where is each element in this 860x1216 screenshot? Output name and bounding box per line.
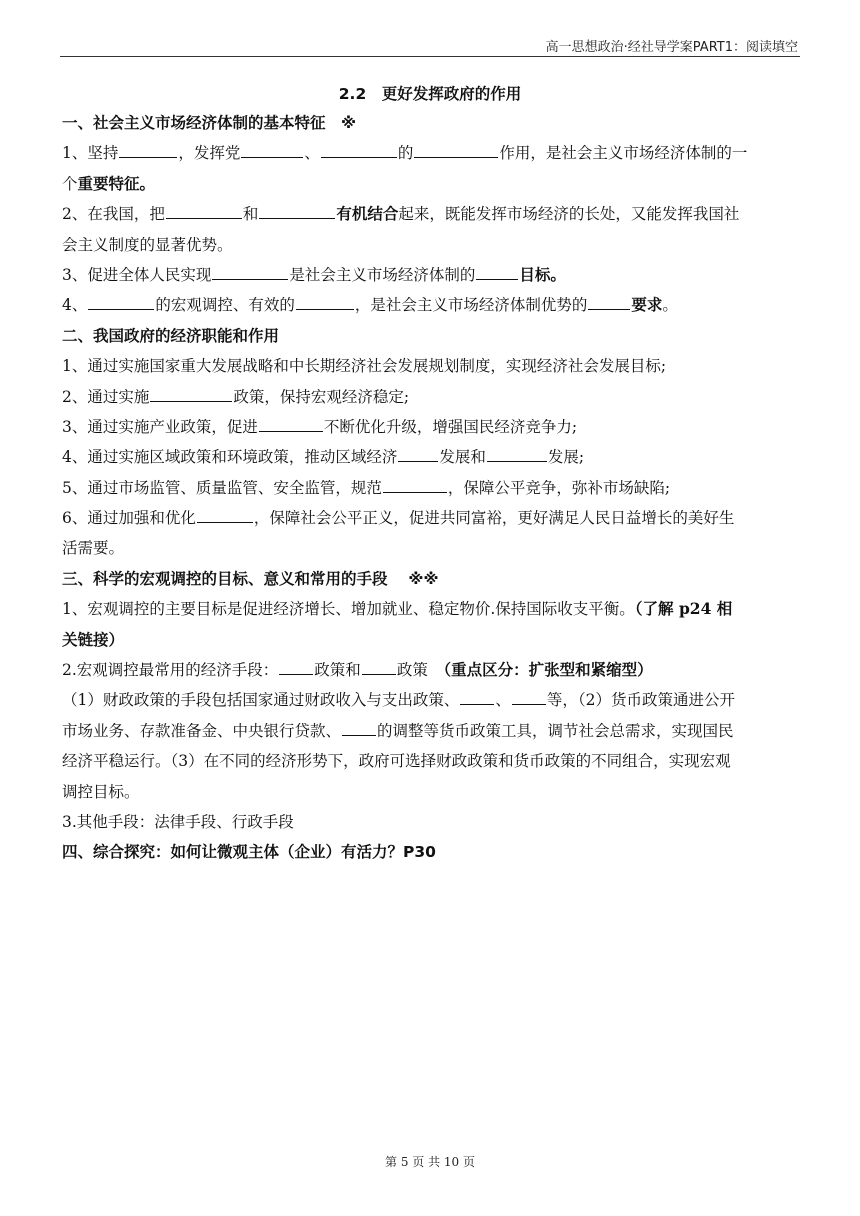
text: 发展和 <box>439 448 486 467</box>
fill-blank[interactable] <box>342 720 376 736</box>
s2-item-6-line-1 <box>62 503 802 533</box>
text: 2.宏观调控最常用的经济手段： <box>62 661 279 680</box>
fill-blank[interactable] <box>588 294 630 310</box>
bold-text: 重要特征。 <box>77 173 156 193</box>
fill-blank[interactable] <box>321 142 397 158</box>
s3-para-line-1 <box>62 685 802 715</box>
text: ，发挥党 <box>178 144 241 163</box>
fill-blank[interactable] <box>460 689 494 705</box>
s3-para-line-2 <box>62 716 802 746</box>
fill-blank[interactable] <box>398 446 438 462</box>
text: 个 <box>62 174 78 193</box>
fill-blank[interactable] <box>279 659 313 675</box>
text: 、 <box>304 144 320 163</box>
section-1-heading: 一、社会主义市场经济体制的基本特征 ※ <box>62 114 357 132</box>
bold-text: （重点区分：扩张型和紧缩型） <box>443 660 653 680</box>
s2-item-4 <box>62 442 802 472</box>
text: 1、坚持 <box>62 144 119 163</box>
s1-item-2-line-2: 会主义制度的显著优势。 <box>62 235 233 254</box>
s2-item-6-line-2: 活需要。 <box>62 539 125 558</box>
text: 和 <box>242 205 259 224</box>
page-footer: 第 5 页 共 10 页 <box>385 1155 475 1169</box>
bold-text: 目标。 <box>519 264 566 284</box>
fill-blank[interactable] <box>166 203 242 219</box>
text: （1）财政政策的手段包括国家通过财政收入与支出政策、 <box>62 691 460 710</box>
section-3-heading: 三、科学的宏观调控的目标、意义和常用的手段 ※※ <box>62 569 439 588</box>
text: 不断优化升级，增强国民经济竞争力; <box>323 417 578 436</box>
text: 3、促进全体人民实现 <box>62 265 212 284</box>
text: ，保障公平竞争，弥补市场缺陷; <box>447 478 671 497</box>
fill-blank[interactable] <box>212 264 288 280</box>
fill-blank[interactable] <box>476 264 518 280</box>
text: 3、通过实施产业政策，促进 <box>62 417 258 436</box>
text: 2、通过实施 <box>62 387 150 406</box>
s3-item-3: 3.其他手段：法律手段、行政手段 <box>62 812 294 831</box>
s1-item-1-line-1 <box>62 138 802 168</box>
text: ，是社会主义市场经济体制优势的 <box>354 296 588 315</box>
s1-item-1-line-2 <box>62 169 802 199</box>
fill-blank[interactable] <box>383 477 447 493</box>
fill-blank[interactable] <box>119 142 177 158</box>
s1-item-4 <box>62 290 802 320</box>
text: 4、 <box>62 296 88 315</box>
fill-blank[interactable] <box>259 203 335 219</box>
text: 作用，是社会主义市场经济体制的一 <box>499 144 748 163</box>
bold-text: （了解 p24 相 <box>634 599 733 619</box>
fill-blank[interactable] <box>362 659 396 675</box>
s3-para-line-3: 经济平稳运行。（3）在不同的经济形势下，政府可选择财政政策和货币政策的不同组合，实现宏观 <box>62 752 731 771</box>
s2-item-3 <box>62 412 802 442</box>
text: 的宏观调控、有效的 <box>155 296 295 315</box>
bold-text: 要求 <box>631 295 663 315</box>
text: 1、宏观调控的主要目标是促进经济增长、增加就业、稳定物价.保持国际收支平衡。 <box>62 600 635 619</box>
text: 。 <box>662 296 678 315</box>
s3-item-2 <box>62 655 802 685</box>
header-rule <box>60 56 800 57</box>
text: 等，（2）货币政策通进公开 <box>546 691 736 710</box>
s2-item-2 <box>62 382 802 412</box>
page-header: 高一思想政治·经社导学案PART1：阅读填空 <box>545 40 798 55</box>
s2-item-1: 1、通过实施国家重大发展战略和中长期经济社会发展规划制度，实现经济社会发展目标; <box>62 357 667 376</box>
text: 起来，既能发挥市场经济的长处，又能发挥我国社 <box>398 205 740 224</box>
s3-item-1-line-1 <box>62 594 802 624</box>
text: 政策 <box>396 661 444 680</box>
s1-item-2-line-1 <box>62 199 802 229</box>
text: ，保障社会公平正义，促进共同富裕，更好满足人民日益增长的美好生 <box>253 509 735 528</box>
s2-item-5 <box>62 473 802 503</box>
fill-blank[interactable] <box>150 386 232 402</box>
s3-item-1-line-2: 关链接） <box>62 629 125 649</box>
fill-blank[interactable] <box>241 142 303 158</box>
text: 发展; <box>547 448 585 467</box>
section-4-heading: 四、综合探究：如何让微观主体（企业）有活力？P30 <box>62 843 436 862</box>
text: 政策，保持宏观经济稳定; <box>233 387 410 406</box>
fill-blank[interactable] <box>414 142 498 158</box>
fill-blank[interactable] <box>197 507 253 523</box>
text: 政策和 <box>314 661 361 680</box>
s1-item-3 <box>62 260 802 290</box>
text: 5、通过市场监管、质量监管、安全监管，规范 <box>62 478 382 497</box>
fill-blank[interactable] <box>296 294 354 310</box>
text: 6、通过加强和优化 <box>62 509 196 528</box>
bold-text: 有机结合 <box>336 204 399 224</box>
s3-para-line-4: 调控目标。 <box>62 782 140 801</box>
fill-blank[interactable] <box>487 446 547 462</box>
lesson-title: 2.2 更好发挥政府的作用 <box>338 85 522 103</box>
section-2-heading: 二、我国政府的经济职能和作用 <box>62 326 280 345</box>
text: 的 <box>397 144 414 163</box>
text: 2、在我国，把 <box>62 205 165 224</box>
text: 的调整等货币政策工具，调节社会总需求，实现国民 <box>377 721 734 740</box>
text: 、 <box>495 691 511 710</box>
fill-blank[interactable] <box>88 294 154 310</box>
text: 市场业务、存款准备金、中央银行贷款、 <box>62 721 342 740</box>
text: 4、通过实施区域政策和环境政策，推动区域经济 <box>62 448 398 467</box>
worksheet-body <box>62 108 802 868</box>
text: 是社会主义市场经济体制的 <box>289 265 476 284</box>
fill-blank[interactable] <box>259 416 323 432</box>
fill-blank[interactable] <box>512 689 546 705</box>
